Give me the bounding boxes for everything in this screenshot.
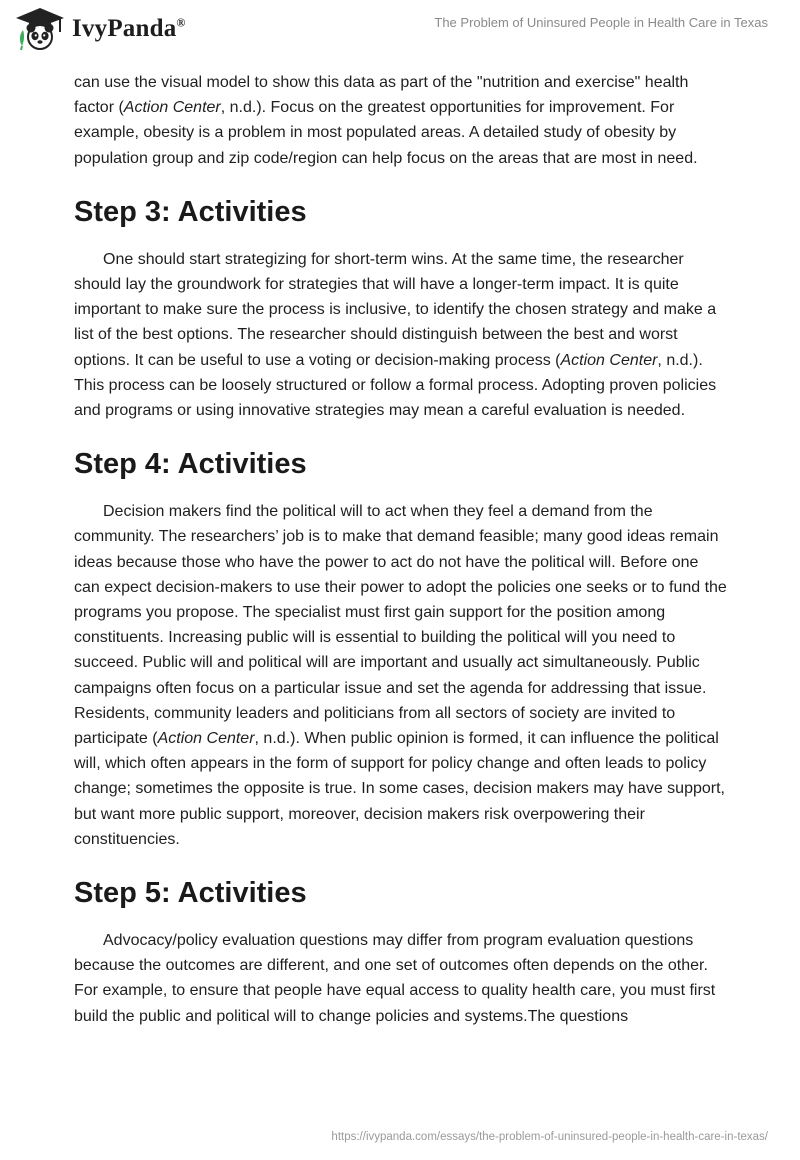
citation: Action Center — [560, 351, 658, 369]
registered-mark: ® — [176, 15, 186, 30]
step5-paragraph: Advocacy/policy evaluation questions may differ from program evaluation questions because the outcomes are different, and one set of outcomes often depends on the other. For example, to ensure that people have equal access to quality health care, you must first build the public and political will to change policies and systems.The questions — [74, 932, 716, 1025]
step3-heading: Step 3: Activities — [74, 195, 307, 228]
step4-heading: Step 4: Activities — [74, 448, 307, 481]
ivypanda-logo[interactable] — [14, 6, 186, 52]
document-title: The Problem of Uninsured People in Health Care in Texas — [434, 15, 768, 30]
step3-paragraph: One should start strategizing for short-term wins. At the same time, the researcher should lay the groundwork for strategies that will have a longer-term impact. It is quite important to make sure the process is inclusive, to identify the chosen strategy and make a list of the best options. The researcher should distinguish between the best and worst options. It can be useful to use a voting or decision-making process (Action Center, n.d.). This process can be loosely structured or follow a formal process. Adopting proven policies and programs or using innovative strategies may mean a careful evaluation is needed. — [74, 250, 717, 420]
panda-graduate-icon — [14, 6, 66, 52]
step5-heading: Step 5: Activities — [74, 877, 307, 910]
citation: Action Center — [123, 99, 221, 117]
source-url[interactable]: https://ivypanda.com/essays/the-problem-of-uninsured-people-in-health-care-in-texas/ — [331, 1131, 768, 1143]
logo-wordmark: IvyPanda® — [72, 15, 186, 42]
article-content — [74, 70, 728, 1029]
step4-paragraph: Decision makers find the political will to act when they feel a demand from the community. The researchers’ job is to make that demand feasible; many good ideas remain ideas because those who have the power to act do not have the political will. Before one can expect decision-makers to use their power to adopt the policies one seeks or to fund the programs you propose. The specialist must first gain support for the position among constituents. Increasing public will is essential to building the political will you need to succeed. Public will and political will are important and usually act simultaneously. Public campaigns often focus on a particular issue and set the agenda for addressing that issue. Residents, community leaders and politicians from all sectors of society are invited to participate (Action Center, n.d.). When public opinion is formed, it can influence the political will, which often appears in the form of support for policy change and often leads to policy change; sometimes the opposite is true. In some cases, decision makers may have support, but want more public support, moreover, decision makers risk overpowering their constituencies. — [74, 503, 727, 848]
page-header — [0, 0, 800, 66]
intro-paragraph: can use the visual model to show this data as part of the "nutrition and exercise" health factor (Action Center, n.d.). Focus on the greatest opportunities for improvement. For example, obesity is a problem in most populated areas. A detailed study of obesity by population group and zip code/region can help focus on the areas that are most in need. — [74, 74, 698, 167]
citation: Action Center — [157, 730, 255, 748]
